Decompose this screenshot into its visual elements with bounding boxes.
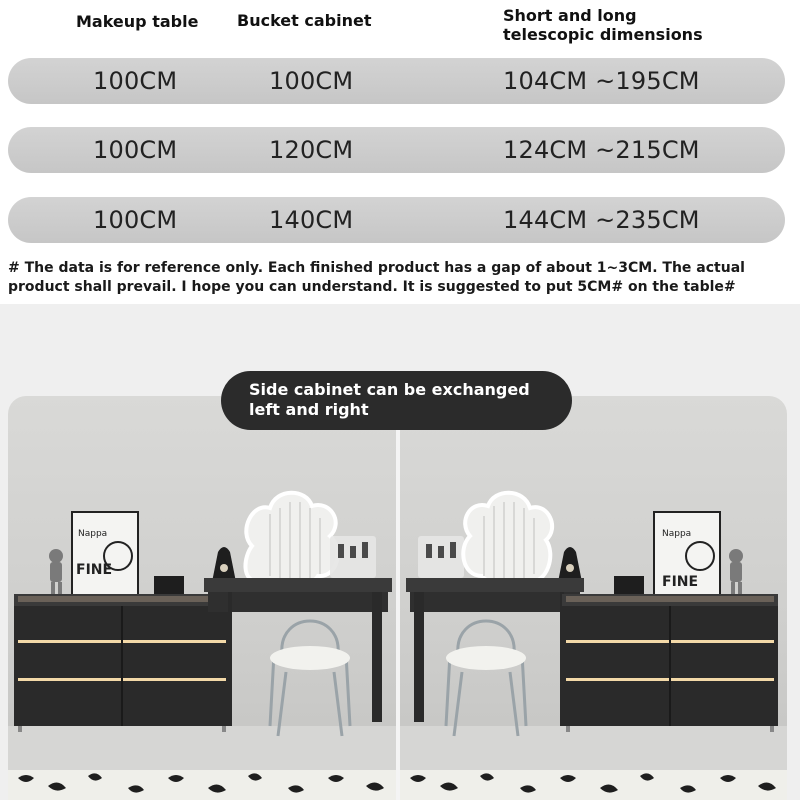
figurine xyxy=(49,549,63,594)
svg-text:Nappa: Nappa xyxy=(662,529,692,539)
acrylic-chair xyxy=(270,621,350,736)
jewelry-stand xyxy=(558,547,582,582)
side-cabinet xyxy=(562,576,778,732)
telescopic-range: 104CM ~195CM xyxy=(503,67,700,95)
jewelry-stand xyxy=(212,547,236,582)
room-left-config xyxy=(8,396,396,800)
vanity-left-illustration xyxy=(8,396,396,800)
makeup-size: 100CM xyxy=(93,206,178,234)
acrylic-chair xyxy=(446,621,526,736)
svg-text:Nappa: Nappa xyxy=(78,529,108,539)
disclaimer-note: # The data is for reference only. Each finished product has a gap of about 1~3CM. The actual product shall prevail. I hope you can understand. It is suggested to put 5CM# on the table# xyxy=(8,260,745,295)
bucket-size: 140CM xyxy=(269,206,354,234)
dimension-row xyxy=(8,197,785,243)
figurine xyxy=(729,549,743,594)
svg-text:FINE: FINE xyxy=(76,562,113,578)
header-telescopic-dimensions: Short and long telescopic dimensions xyxy=(503,6,703,44)
telescopic-range: 124CM ~215CM xyxy=(503,136,700,164)
vanity-right-illustration xyxy=(400,396,787,800)
svg-text:FINE: FINE xyxy=(662,574,699,590)
cloud-mirror xyxy=(245,493,337,587)
bucket-size: 100CM xyxy=(269,67,354,95)
side-cabinet xyxy=(14,576,230,732)
makeup-size: 100CM xyxy=(93,67,178,95)
poster xyxy=(72,512,138,604)
room-right-config xyxy=(400,396,787,800)
cloud-mirror xyxy=(463,493,552,588)
makeup-size: 100CM xyxy=(93,136,178,164)
telescopic-range: 144CM ~235CM xyxy=(503,206,700,234)
bucket-size: 120CM xyxy=(269,136,354,164)
exchange-banner: Side cabinet can be exchanged left and right xyxy=(221,371,572,430)
dimension-row xyxy=(8,127,785,173)
header-makeup-table: Makeup table xyxy=(76,12,199,31)
dimension-row xyxy=(8,58,785,104)
product-photo xyxy=(0,304,800,800)
poster xyxy=(654,512,720,604)
header-bucket-cabinet: Bucket cabinet xyxy=(237,11,372,30)
